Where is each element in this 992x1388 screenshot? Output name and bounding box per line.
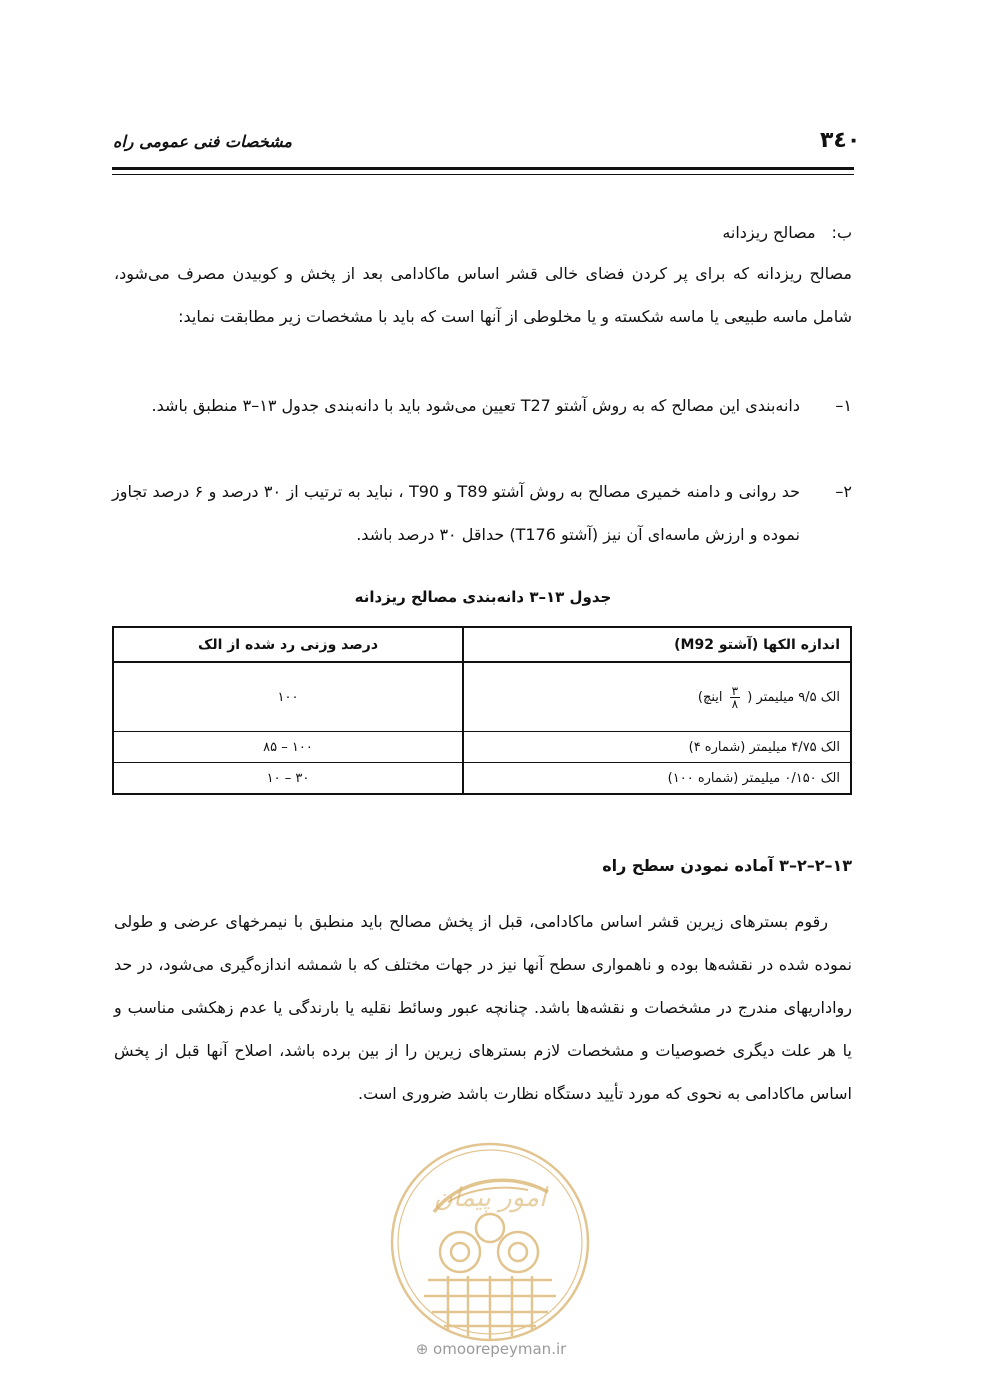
page-number: ۳٤۰: [820, 128, 861, 153]
list-item-number: ۱–: [835, 396, 852, 415]
list-item-text: حد روانی و دامنه خمیری مصالح به روش آشتو T89 و T90 ، نباید به ترتیب از ۳۰ درصد و ۶ درصد تجاوز نموده و ارزش ماسه‌ای آن نیز (آشتو T176) حداقل ۳۰ درصد باشد.: [112, 482, 800, 544]
fraction-numerator: ۳: [731, 683, 739, 698]
watermark-seal-text: امور پیمان: [433, 1183, 547, 1213]
watermark-url: omoorepeyman.ir: [433, 1340, 567, 1358]
fraction-denominator: ۸: [731, 696, 739, 711]
section-b-heading: [722, 218, 852, 248]
gradation-table: [112, 626, 852, 795]
running-title: مشخصات فنی عمومی راه: [112, 132, 292, 151]
passing-cell: ۱۰۰: [277, 689, 299, 705]
list-item-text: دانه‌بندی این مصالح که به روش آشتو T27 تعیین می‌شود باید با دانه‌بندی جدول ۱۳–۳ منطبق باشد.: [151, 396, 800, 415]
table-row: [113, 732, 851, 763]
column-header-sieve: اندازه الکها (آشتو M92): [463, 627, 851, 662]
sieve-suffix: اینچ): [697, 689, 723, 705]
header-rule-thin: [112, 174, 854, 175]
passing-cell: ۱۰۰ – ۸۵: [113, 732, 463, 763]
sieve-cell: الک ۰/۱۵۰ میلیمتر (شماره ۱۰۰): [463, 763, 851, 795]
section-b-title: مصالح ریزدانه: [722, 223, 816, 242]
watermark-globe-icon: ⊕: [415, 1340, 429, 1358]
header-rule-thick: [112, 167, 854, 170]
subsection-paragraph: رقوم بسترهای زیرین قشر اساس ماکادامی، قبل از پخش مصالح باید منطبق با نیمرخهای عرضی و طولی نموده شده در نقشه‌ها بوده و ناهمواری سطح آنها نیز در جهات مختلف که با شمشه اندازه‌گیری می‌شود، در حد رواداریهای مندرج در مشخصات و نقشه‌ها باشد. چنانچه عبور وسائط نقلیه یا بارندگی یا عدم زهکشی مناسب و یا هر علت دیگری خصوصیات و مشخصات لازم بسترهای زیرین را از بین برده باشد، اصلاح آنها قبل از پخش اساس ماکادامی به نحوی که مورد تأیید دستگاه نظارت باشد ضروری است.: [114, 912, 852, 1103]
passing-cell: ۳۰ – ۱۰: [113, 763, 463, 795]
table-header-row: [113, 627, 851, 662]
intro-paragraph: مصالح ریزدانه که برای پر کردن فضای خالی قشر اساس ماکادامی بعد از پخش و کوبیدن مصرف می‌شود، شامل ماسه طبیعی یا ماسه شکسته و یا مخلوطی از آنها است که باید با مشخصات زیر مطابقت نماید:: [114, 264, 852, 326]
list-item-number: ۲–: [835, 482, 852, 501]
table-caption: جدول ۱۳–۳ دانه‌بندی مصالح ریزدانه: [354, 588, 612, 606]
watermark-seal-icon: [388, 1140, 592, 1344]
table-row: [113, 662, 851, 732]
table-row: [113, 763, 851, 795]
sieve-cell: [463, 662, 851, 732]
sieve-cell: الک ۴/۷۵ میلیمتر (شماره ۴): [463, 732, 851, 763]
list-item: [112, 384, 852, 427]
list-item: [112, 470, 852, 556]
section-b-label: ب:: [831, 223, 852, 242]
sieve-size: الک ۹/۵ میلیمتر (: [747, 689, 840, 705]
fraction: [730, 685, 740, 710]
subsection-heading: ۱۳–۲–۲–۳ آماده نمودن سطح راه: [602, 856, 852, 875]
column-header-passing: درصد وزنی رد شده از الک: [113, 627, 463, 662]
watermark-website: [396, 1340, 586, 1358]
